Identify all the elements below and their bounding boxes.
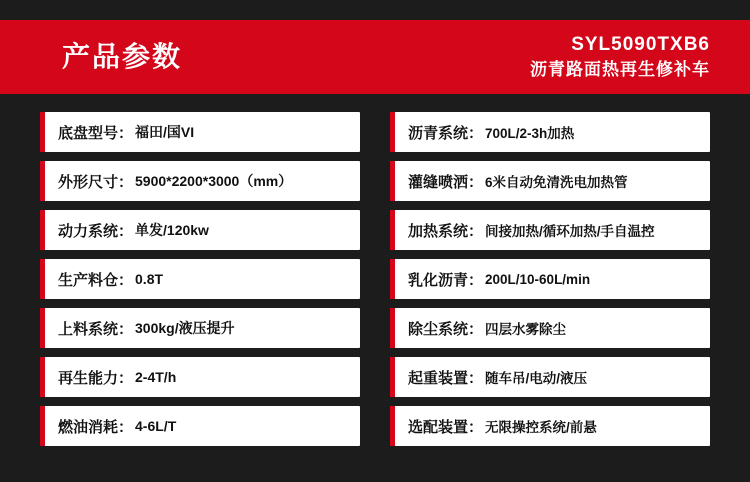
page-title: 产品参数	[62, 41, 183, 72]
spec-value: 四层水雾除尘	[485, 322, 567, 337]
spec-row	[390, 357, 710, 397]
spec-row	[40, 112, 360, 152]
spec-label: 底盘型号：	[58, 124, 134, 142]
spec-row	[40, 259, 360, 299]
spec-row	[390, 112, 710, 152]
spec-row	[40, 210, 360, 250]
spec-label: 再生能力：	[58, 369, 134, 387]
header-model-block	[530, 33, 710, 81]
spec-value: 随车吊/电动/液压	[485, 371, 588, 386]
spec-label: 加热系统：	[408, 222, 484, 240]
spec-row	[390, 406, 710, 446]
spec-label: 动力系统：	[58, 222, 134, 240]
spec-label: 灌缝喷洒：	[408, 173, 484, 191]
spec-label: 上料系统：	[58, 320, 134, 338]
spec-label: 生产料仓：	[58, 271, 134, 289]
spec-column-left	[40, 112, 360, 446]
spec-value: 6米自动免清洗电加热管	[485, 175, 628, 190]
spec-row	[40, 308, 360, 348]
spec-row	[40, 406, 360, 446]
spec-value: 5900*2200*3000（mm）	[135, 173, 293, 189]
model-name: 沥青路面热再生修补车	[530, 59, 710, 79]
spec-value: 2-4T/h	[135, 369, 177, 385]
spec-column-right	[390, 112, 710, 446]
spec-row	[390, 161, 710, 201]
spec-row	[390, 308, 710, 348]
spec-row	[390, 210, 710, 250]
spec-row	[40, 357, 360, 397]
spec-label: 燃油消耗：	[58, 418, 134, 436]
spec-value: 300kg/液压提升	[135, 320, 235, 336]
spec-label: 沥青系统：	[408, 124, 484, 142]
spec-value: 福田/国VI	[135, 124, 195, 140]
spec-value: 200L/10-60L/min	[485, 271, 591, 287]
spec-value: 间接加热/循环加热/手自温控	[485, 224, 655, 239]
spec-value: 单发/120kw	[135, 222, 209, 238]
spec-value: 0.8T	[135, 271, 164, 287]
spec-row	[390, 259, 710, 299]
spec-label: 外形尺寸：	[58, 173, 134, 191]
spec-value: 4-6L/T	[135, 418, 177, 434]
spec-label: 除尘系统：	[408, 320, 484, 338]
spec-label: 乳化沥青：	[408, 271, 484, 289]
model-code: SYL5090TXB6	[571, 34, 710, 56]
spec-value: 700L/2-3h加热	[485, 126, 575, 141]
spec-value: 无限操控系统/前悬	[485, 420, 597, 435]
spec-label: 选配装置：	[408, 418, 484, 436]
spec-columns	[0, 112, 750, 446]
header-banner	[0, 20, 750, 94]
spec-label: 起重装置：	[408, 369, 484, 387]
spec-row	[40, 161, 360, 201]
